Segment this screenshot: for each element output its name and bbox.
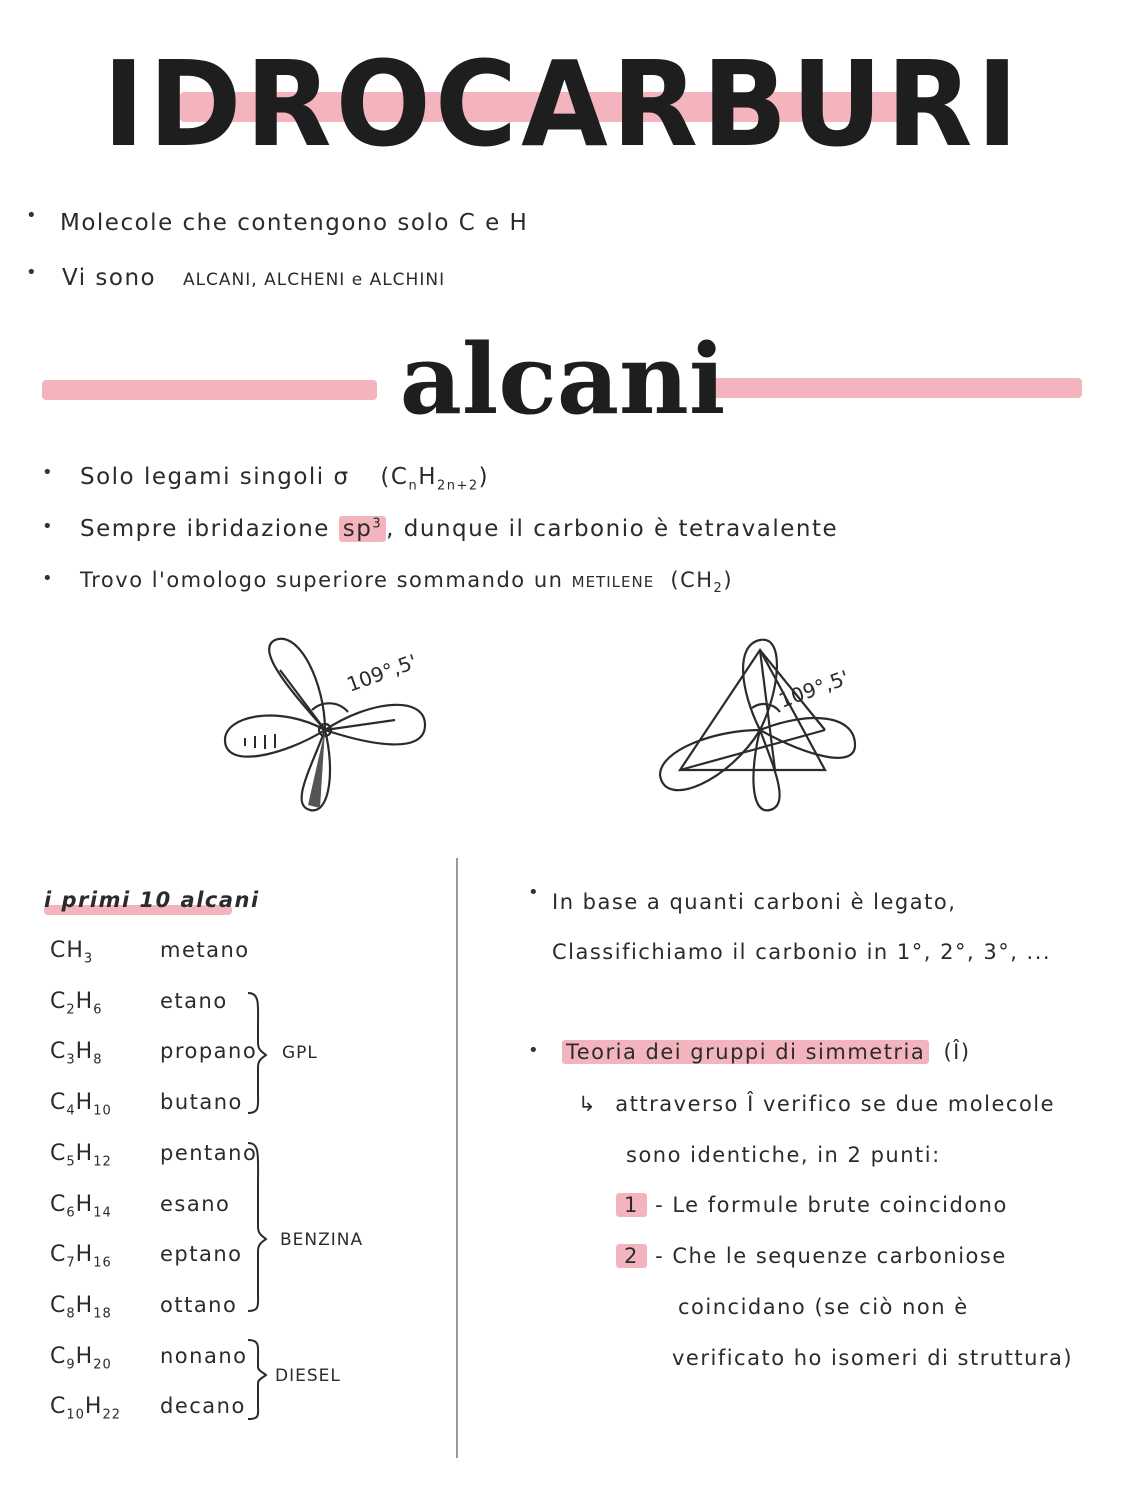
bullet-dot: • [42,462,53,483]
sp-label: sp [342,516,373,542]
group-gpl: GPL [282,1043,318,1063]
alkane-name: eptano [160,1242,243,1266]
formula-hydrogen: H [75,1242,94,1267]
formula-carbon: C [50,989,67,1014]
alkane-formula [50,938,93,966]
formula-carbon: C [50,1344,67,1369]
alkane-formula [50,1344,112,1372]
formula-hydrogen-count: 8 [93,1052,103,1068]
formula-hydrogen-count: 20 [93,1357,112,1373]
alkane-name: metano [160,938,250,962]
formula-open: (CH [670,568,714,592]
formula-carbon-count: 2 [66,1002,76,1018]
formula-sub: 2 [713,581,724,597]
formula-carbon: C [50,1141,67,1166]
alkane-name: propano [160,1039,258,1063]
alkane-formula [50,1293,112,1321]
right-p1-line2: Classifichiamo il carbonio in 1°, 2°, 3°, ... [552,940,1052,964]
right-p1-line1: In base a quanti carboni è legato, [552,890,957,914]
right-p2-line1-text: attraverso Î verifico se due molecole [615,1092,1056,1116]
formula-hydrogen-count: 18 [93,1306,112,1322]
formula-hydrogen: H [75,989,94,1014]
section-title: alcani [399,323,726,436]
alkane-formula [50,989,102,1017]
formula-hydrogen: H [75,1344,94,1369]
formula-hydrogen: H [75,1039,94,1064]
alkane-name: butano [160,1090,243,1114]
right-p2-line1 [578,1092,1055,1116]
formula-close: ) [478,464,490,490]
point-2-line3: verificato ho isomeri di struttura) [672,1346,1074,1370]
formula-hydrogen: H [75,1192,94,1217]
intro-line-2 [62,265,445,291]
formula-carbon: C [50,1039,67,1064]
tetrahedral-diagram [640,630,880,820]
point-1 [616,1193,1008,1217]
formula-carbon-count: 3 [66,1052,76,1068]
formula-hydrogen-count: 6 [93,1002,103,1018]
sp3-highlight [339,516,386,542]
alkane-name: decano [160,1394,246,1418]
formula-sub: 2n+2 [436,478,479,494]
formula-hydrogen-count: 14 [93,1205,112,1221]
formula-carbon-count: 10 [66,1407,85,1423]
bullet-2 [80,516,838,542]
arrow-icon: ↳ [578,1092,598,1116]
formula-carbon-count: 9 [66,1357,76,1373]
braces [244,985,284,1425]
formula-hydrogen-count: 16 [93,1255,112,1271]
formula-hydrogen-count: 3 [83,951,94,967]
formula-hydrogen-count: 22 [102,1407,122,1423]
intro-line-2-prefix: Vi sono [62,265,157,291]
bullet-3 [80,568,733,596]
formula-carbon: C [50,1242,67,1267]
bullet-dot: • [42,516,53,537]
group-diesel: DIESEL [275,1366,341,1386]
bullet-dot: • [528,1040,539,1061]
point-1-num: 1 [616,1193,647,1217]
alkane-formula [50,1242,112,1270]
sp-sup: 3 [372,516,383,532]
bullet-1 [80,464,489,494]
intro-line-1: Molecole che contengono solo C e H [60,210,529,236]
bullet-3-caps: METILENE [571,573,655,591]
formula-carbon: C [50,1090,67,1115]
theory-title: Teoria dei gruppi di simmetria [562,1040,929,1064]
formula-h: H [418,464,437,490]
page-title: IDROCARBURI [102,36,1023,174]
point-1-text: - Le formule brute coincidono [655,1193,1008,1217]
alkane-formula [50,1039,102,1067]
bullet-2-after: , dunque il carbonio è tetravalente [386,516,839,542]
bullet-dot: • [42,568,53,589]
formula-hydrogen: H [84,1394,103,1419]
formula-open: (C [380,464,409,490]
formula-close: ) [723,568,734,592]
alkanes-heading: i primi 10 alcani [44,888,260,912]
formula-carbon: C [50,1394,67,1419]
formula-n: n [408,478,419,494]
theory-symbol: (Î) [943,1040,971,1064]
bullet-dot: • [26,205,37,226]
alkane-formula [50,1141,112,1169]
formula-hydrogen: H [75,1141,94,1166]
formula-hydrogen: H [75,1090,94,1115]
formula-carbon-count: 5 [66,1154,76,1170]
bullet-3-before: Trovo l'omologo superiore sommando un [80,568,564,592]
bullet-2-before: Sempre ibridazione [80,516,330,542]
bullet-dot: • [26,262,37,283]
formula-carbon: C [50,1293,67,1318]
formula-carbon-count: 4 [66,1103,76,1119]
angle-label-right: 109°,5' [775,665,853,713]
formula-hydrogen: H [75,1293,94,1318]
alkane-name: esano [160,1192,231,1216]
alkane-name: pentano [160,1141,258,1165]
formula-carbon-count: 6 [66,1205,76,1221]
bullet-1-formula [380,464,490,494]
alkane-formula [50,1394,121,1422]
formula-carbon-count: 7 [66,1255,76,1271]
sp3-orbital-diagram [200,630,450,820]
formula-hydrogen-count: 10 [93,1103,112,1119]
alkane-formula [50,1192,112,1220]
bullet-3-formula [670,568,734,597]
angle-label-left: 109°,5' [343,649,421,697]
point-2-num: 2 [616,1244,647,1268]
right-p2-line2: sono identiche, in 2 punti: [626,1143,941,1167]
formula-hydrogen-count: 12 [93,1154,112,1170]
formula-carbon: CH [50,938,84,963]
formula-carbon-count: 8 [66,1306,76,1322]
right-p2-title-row [562,1040,971,1064]
point-2-text: - Che le sequenze carboniose [655,1244,1007,1268]
bullet-1-text: Solo legami singoli σ [80,464,350,490]
point-2-line2: coincidano (se ciò non è [678,1295,969,1319]
bullet-dot: • [528,882,539,903]
group-benzina: BENZINA [280,1230,364,1250]
alkane-name: nonano [160,1344,248,1368]
intro-line-2-caps: ALCANI, ALCHENI e ALCHINI [182,270,446,290]
alkane-name: ottano [160,1293,238,1317]
column-divider [456,858,458,1458]
point-2 [616,1244,1007,1268]
alkane-formula [50,1090,112,1118]
formula-carbon: C [50,1192,67,1217]
alkane-name: etano [160,989,228,1013]
